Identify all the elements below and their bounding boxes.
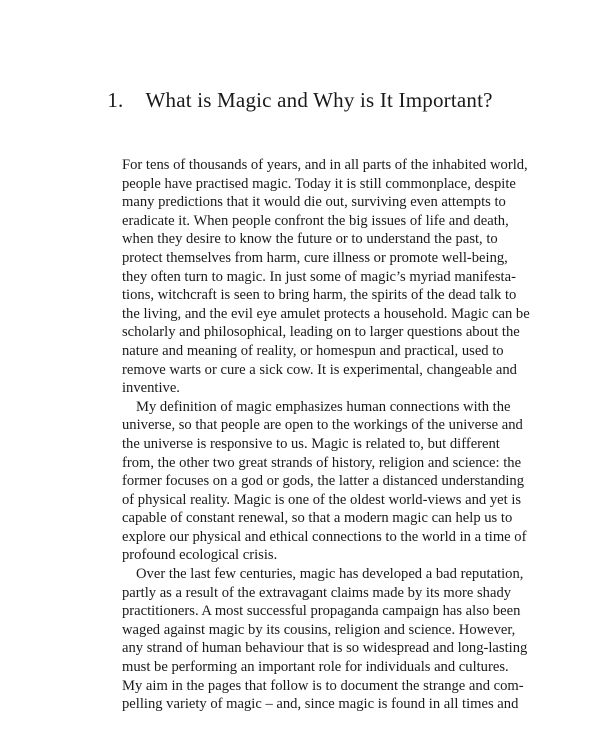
paragraph-1	[122, 156, 530, 398]
paragraph-3	[122, 565, 528, 714]
text-line: they often turn to magic. In just some of magic’s myriad manifesta-	[122, 268, 516, 285]
paragraph-2	[122, 398, 527, 565]
text-line: any strand of human behaviour that is so widespread and long-lasting	[122, 640, 528, 657]
text-line: Over the last few centuries, magic has developed a bad reputation,	[136, 566, 524, 583]
text-line: partly as a result of the extravagant claims made by its more shady	[122, 584, 512, 601]
text-line: must be performing an important role for individuals and cultures.	[122, 659, 509, 676]
text-line: pelling variety of magic – and, since magic is found in all times and	[122, 696, 519, 713]
text-line: when they desire to know the future or to understand the past, to	[122, 231, 498, 248]
text-line: inventive.	[122, 380, 180, 397]
text-line: explore our physical and ethical connections to the world in a time of	[122, 528, 527, 545]
text-line: practitioners. A most successful propaganda campaign has also been	[122, 603, 521, 620]
text-line: many predictions that it would die out, surviving even attempts to	[122, 194, 506, 211]
text-line: universe, so that people are open to the workings of the universe and	[122, 417, 523, 434]
chapter-heading	[0, 88, 600, 113]
text-line: profound ecological crisis.	[122, 547, 278, 564]
text-line: For tens of thousands of years, and in all parts of the inhabited world,	[122, 157, 528, 173]
text-line: capable of constant renewal, so that a modern magic can help us to	[122, 510, 513, 527]
chapter-title: What is Magic and Why is It Important?	[145, 88, 493, 112]
text-line: tions, witchcraft is seen to bring harm, the spirits of the dead talk to	[122, 287, 517, 304]
chapter-number: 1.	[107, 88, 124, 112]
text-line: people have practised magic. Today it is still commonplace, despite	[122, 175, 516, 192]
text-line: nature and meaning of reality, or homespun and practical, used to	[122, 342, 504, 359]
text-line: My definition of magic emphasizes human connections with the	[136, 398, 511, 415]
text-line: former focuses on a god or gods, the latter a distanced understanding	[122, 473, 525, 490]
text-line: eradicate it. When people confront the big issues of life and death,	[122, 212, 509, 229]
text-line: protect themselves from harm, cure illness or promote well-being,	[122, 249, 508, 266]
text-line: the universe is responsive to us. Magic is related to, but different	[122, 435, 500, 452]
text-line: waged against magic by its cousins, religion and science. However,	[122, 621, 516, 638]
chapter-body	[122, 156, 530, 714]
text-line: My aim in the pages that follow is to document the strange and com-	[122, 677, 524, 694]
text-line: scholarly and philosophical, leading on to larger questions about the	[122, 324, 520, 341]
text-line: remove warts or cure a sick cow. It is experimental, changeable and	[122, 361, 517, 378]
text-line: the living, and the evil eye amulet protects a household. Magic can be	[122, 305, 530, 322]
text-line: from, the other two great strands of history, religion and science: the	[122, 454, 522, 471]
text-line: of physical reality. Magic is one of the oldest world-views and yet is	[122, 491, 522, 508]
